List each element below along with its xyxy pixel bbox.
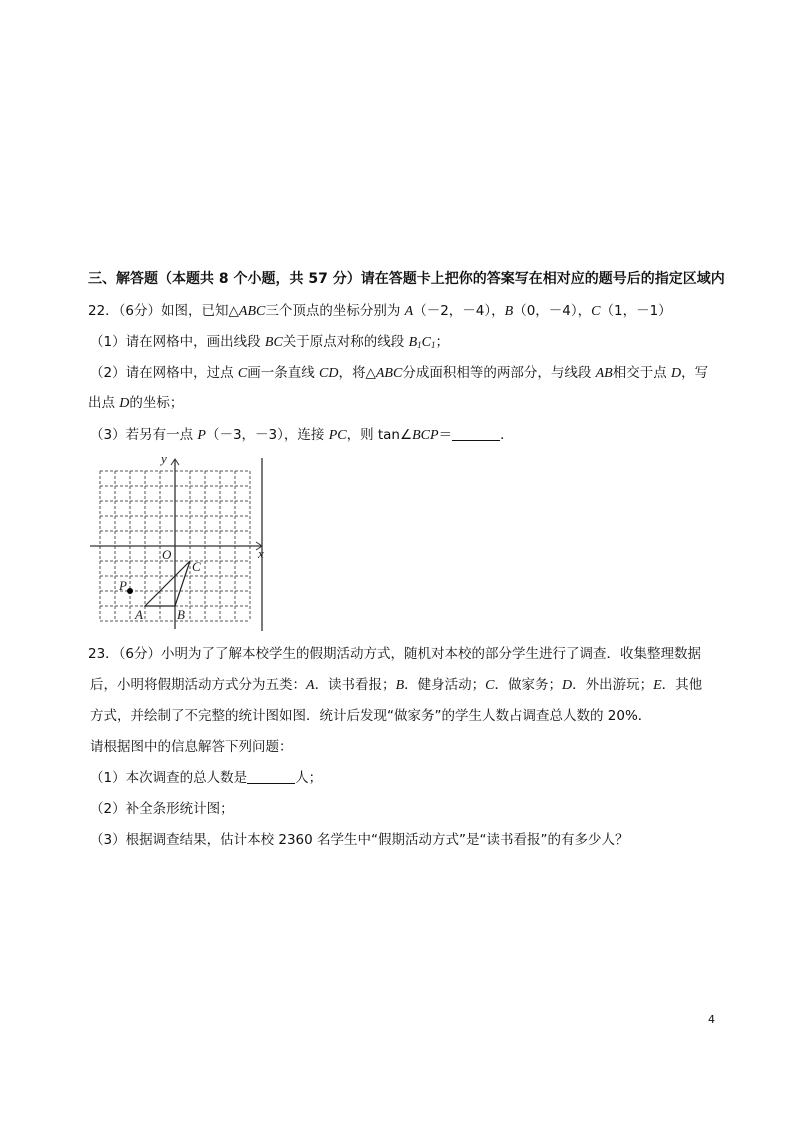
y-axis-label: y: [161, 453, 167, 466]
point-p-label: P: [119, 578, 127, 593]
text-segment: ．读书看报；: [314, 677, 396, 693]
q22-line: [88, 394, 183, 413]
page-number: 4: [708, 1013, 715, 1026]
q22-line: [90, 333, 449, 354]
text-segment: 相交于点: [612, 365, 672, 381]
q22-line: [88, 302, 672, 321]
text-segment: （2）请在网格中，过点: [90, 365, 238, 381]
q23-line: [88, 645, 701, 663]
text-segment: 出点: [88, 395, 120, 411]
coordinate-grid-figure: [90, 453, 270, 633]
text-segment: ＝: [438, 427, 453, 443]
q23-line: [90, 800, 234, 818]
text-segment: ．: [500, 427, 514, 443]
text-segment: 请根据图中的信息解答下列问题：: [90, 739, 293, 755]
math-variable: B: [504, 304, 514, 319]
triangle-abc: [145, 561, 190, 606]
math-variable: ABC: [375, 366, 403, 381]
point-b-label: B: [177, 607, 185, 622]
q23-line: [90, 676, 702, 695]
q23-line: [90, 707, 651, 725]
text-segment: 三个顶点的坐标分别为: [265, 303, 405, 319]
point-c-label: C: [192, 559, 201, 574]
math-variable: A: [404, 304, 414, 319]
q23-line: [90, 738, 293, 756]
math-variable: A: [306, 678, 315, 693]
q22-line: [90, 426, 514, 445]
math-variable: C: [485, 678, 495, 693]
text-segment: （－2，－4），: [413, 303, 505, 319]
math-variable: PC: [328, 428, 347, 443]
answer-blank[interactable]: [452, 426, 500, 441]
text-segment: （2）补全条形统计图；: [90, 801, 234, 817]
math-variable: D: [561, 678, 573, 693]
text-segment: （3）若另有一点: [90, 427, 198, 443]
text-segment: ；: [435, 334, 449, 350]
math-variable: AB: [595, 366, 613, 381]
text-segment: 23．（6分）小明为了了解本校学生的假期活动方式，随机对本校的部分学生进行了调查．收集整理数据: [88, 646, 702, 662]
text-segment: ．外出游玩；: [572, 677, 654, 693]
q23-line: [90, 831, 629, 849]
math-variable: ABC: [238, 304, 266, 319]
text-segment: （－3，－3），连接: [205, 427, 329, 443]
text-segment: 1: [430, 340, 436, 350]
origin-label: O: [162, 547, 172, 562]
x-axis-label: x: [258, 546, 264, 561]
q22-line: [90, 364, 708, 383]
text-segment: （1，－1）: [600, 303, 672, 319]
math-variable: BC: [264, 335, 283, 350]
text-segment: 分成面积相等的两部分，与线段: [402, 365, 596, 381]
text-segment: 22．（6分）如图，已知△: [88, 303, 239, 319]
text-segment: 画一条直线: [247, 365, 320, 381]
math-variable: B: [395, 678, 405, 693]
text-segment: ．做家务；: [494, 677, 562, 693]
math-variable: C: [591, 304, 601, 319]
math-variable: CD: [319, 366, 339, 381]
text-segment: ，则 tan∠: [346, 427, 413, 443]
q23-line: [90, 769, 322, 787]
text-segment: 人；: [295, 770, 323, 786]
math-variable: D: [671, 366, 682, 381]
text-segment: ，写: [681, 365, 709, 381]
math-variable: C: [421, 335, 431, 350]
text-segment: 后，小明将假期活动方式分为五类：: [90, 677, 306, 693]
math-variable: E: [653, 678, 662, 693]
point-p: [127, 588, 133, 594]
answer-blank[interactable]: [247, 769, 295, 784]
text-segment: （1）请在网格中，画出线段: [90, 334, 265, 350]
text-segment: 的坐标；: [129, 395, 184, 411]
text-segment: 1: [417, 340, 422, 350]
math-variable: B: [408, 335, 418, 350]
text-segment: （0，－4），: [513, 303, 592, 319]
text-segment: 关于原点对称的线段: [282, 334, 409, 350]
text-segment: ．健身活动；: [404, 677, 486, 693]
text-segment: ．其他: [661, 677, 703, 693]
math-variable: C: [237, 366, 248, 381]
math-variable: BCP: [412, 428, 439, 443]
text-segment: 方式，并绘制了不完整的统计图如图．统计后发现“做家务”的学生人数占调查总人数的 20%．: [90, 708, 652, 724]
section-heading: 三、解答题（本题共 8 个小题，共 57 分）请在答题卡上把你的答案写在相对应的题号后的指定区域内: [88, 271, 725, 287]
math-variable: P: [197, 428, 206, 443]
text-segment: ，将△: [338, 365, 376, 381]
text-segment: （3）根据调查结果，估计本校 2360 名学生中“假期活动方式”是“读书看报”的有多少人？: [90, 832, 629, 848]
point-a-label: A: [135, 607, 143, 622]
math-variable: D: [119, 396, 130, 411]
text-segment: （1）本次调查的总人数是: [90, 770, 248, 786]
